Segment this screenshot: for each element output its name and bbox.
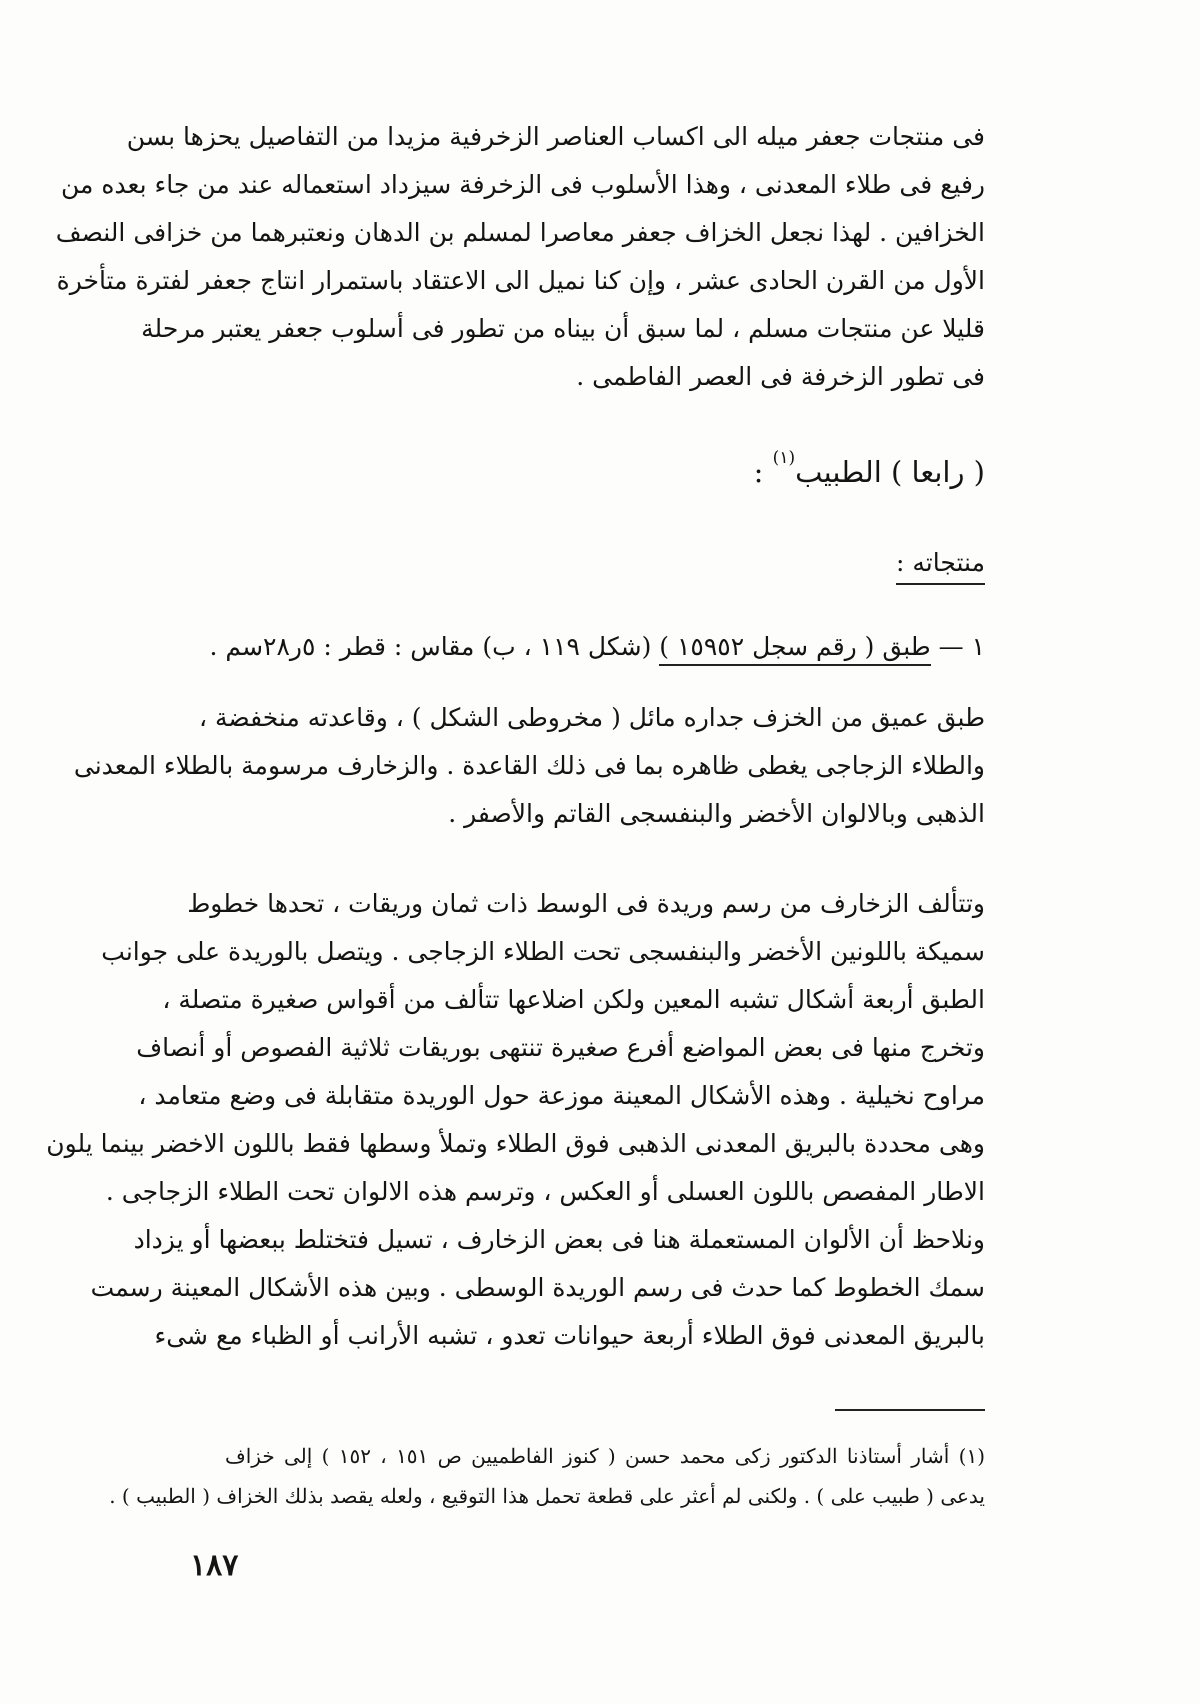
catalog-item-heading <box>209 632 985 661</box>
text-line: وتتألف الزخارف من رسم وريدة فى الوسط ذات ثمان وريقات ، تحدها خطوط <box>187 889 985 918</box>
section-heading-colon: : <box>753 455 773 489</box>
text-line: وتخرج منها فى بعض المواضع أفرع صغيرة تنتهى بوريقات ثلاثية الفصوص أو أنصاف <box>136 1033 985 1062</box>
text-line: ونلاحظ أن الألوان المستعملة هنا فى بعض الزخارف ، تسيل فتختلط ببعضها أو يزداد <box>133 1225 985 1254</box>
text-line: وهى محددة بالبريق المعدنى الذهبى فوق الطلاء وتملأ وسطها فقط باللون الاخضر بينما يلون <box>46 1129 985 1158</box>
footnote-separator <box>835 1409 985 1411</box>
footnote-line: يدعى ( طبيب على ) . ولكنى لم أعثر على قطعة تحمل هذا التوقيع ، ولعله يقصد بذلك الخزاف ( الطبيب ) . <box>109 1484 985 1508</box>
text-line: طبق عميق من الخزف جداره مائل ( مخروطى الشكل ) ، وقاعدته منخفضة ، <box>198 703 985 732</box>
text-line: فى منتجات جعفر ميله الى اكساب العناصر الزخرفية مزيدا من التفاصيل يحزها بسن <box>126 122 985 151</box>
text-line: الاطار المفصص باللون العسلى أو العكس ، وترسم هذه الالوان تحت الطلاء الزجاجى . <box>105 1177 985 1206</box>
products-heading: منتجاته : <box>896 548 985 585</box>
decoration-paragraph <box>46 880 985 1360</box>
text-line: الطبق أربعة أشكال تشبه المعين ولكن اضلاعها تتألف من أقواس صغيرة متصلة ، <box>162 985 985 1014</box>
text-line: سمك الخطوط كما حدث فى رسم الوريدة الوسطى . وبين هذه الأشكال المعينة رسمت <box>90 1273 985 1302</box>
text-line: فى تطور الزخرفة فى العصر الفاطمى . <box>576 362 985 391</box>
section-heading <box>753 448 985 489</box>
description-paragraph <box>73 694 985 838</box>
text-line: قليلا عن منتجات مسلم ، لما سبق أن بيناه من تطور فى أسلوب جعفر يعتبر مرحلة <box>141 314 985 343</box>
text-line: والطلاء الزجاجى يغطى ظاهره بما فى ذلك القاعدة . والزخارف مرسومة بالطلاء المعدنى <box>73 751 985 780</box>
text-line: الخزافين . لهذا نجعل الخزاف جعفر معاصرا لمسلم بن الدهان ونعتبرهما من خزافى النصف <box>55 218 985 247</box>
text-line: الذهبى وبالالوان الأخضر والبنفسجى القاتم والأصفر . <box>448 799 985 828</box>
text-line: الأول من القرن الحادى عشر ، وإن كنا نميل الى الاعتقاد باستمرار انتاج جعفر لفترة متأخرة <box>56 266 985 295</box>
footnote <box>109 1436 985 1516</box>
item-number: ١ — <box>930 632 985 661</box>
item-registration: طبق ( رقم سجل ١٥٩٥٢ ) <box>659 632 930 666</box>
text-line: مراوح نخيلية . وهذه الأشكال المعينة موزعة حول الوريدة متقابلة فى وضع متعامد ، <box>138 1081 985 1110</box>
footnote-line: (١) أشار أستاذنا الدكتور زكى محمد حسن ( كنوز الفاطميين ص ١٥١ ، ١٥٢ ) إلى خزاف <box>225 1444 985 1468</box>
section-heading-text: ( رابعا ) الطبيب <box>795 455 985 489</box>
intro-paragraph <box>55 113 985 401</box>
text-line: بالبريق المعدنى فوق الطلاء أربعة حيوانات تعدو ، تشبه الأرانب أو الظباء مع شىء <box>154 1321 985 1350</box>
text-line: سميكة باللونين الأخضر والبنفسجى تحت الطلاء الزجاجى . ويتصل بالوريدة على جوانب <box>101 937 985 966</box>
text-line: رفيع فى طلاء المعدنى ، وهذا الأسلوب فى الزخرفة سيزداد استعماله عند من جاء بعده من <box>60 170 985 199</box>
footnote-reference: (١) <box>772 448 796 469</box>
page-number: ١٨٧ <box>190 1548 239 1583</box>
item-details: (شكل ١١٩ ، ب) مقاس : قطر : ٥ر٢٨سم . <box>209 632 660 661</box>
